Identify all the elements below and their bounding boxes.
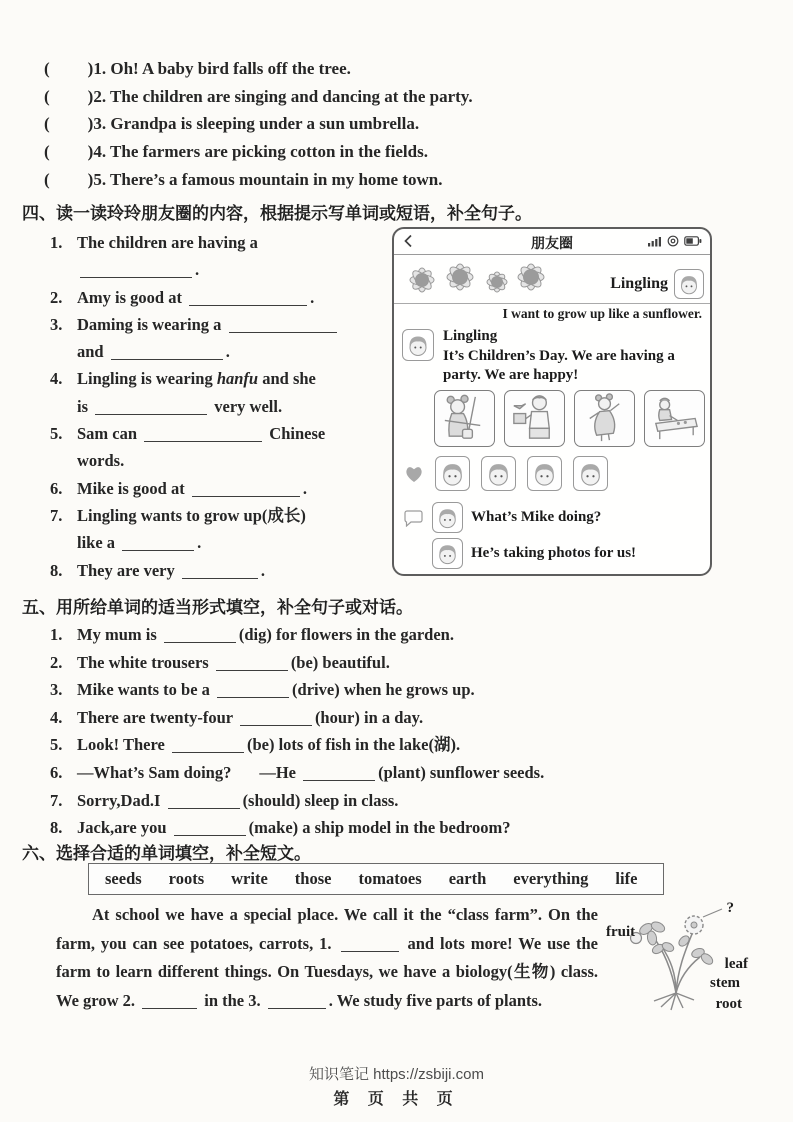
listening-item: ( )4. The farmers are picking cotton in the fields. — [44, 142, 428, 162]
answer-blank — [216, 654, 288, 671]
likes-row — [404, 456, 702, 491]
answer-blank — [80, 262, 192, 279]
section5-items — [50, 621, 762, 842]
plant-label-leaf: leaf — [724, 956, 748, 972]
question-text: Amy is good at . — [77, 287, 315, 307]
word-bank-word: everything — [513, 869, 589, 888]
word-bank-word: tomatoes — [358, 869, 422, 888]
sunflowers-banner-icon — [400, 256, 558, 302]
question-item — [50, 787, 762, 815]
question-number: 5. — [50, 735, 63, 755]
moments-phone-mockup — [392, 227, 712, 576]
answer-blank — [240, 709, 312, 726]
question-text: —What’s Sam doing? —He (plant) sunflower seeds. — [77, 762, 545, 782]
question-number: 8. — [50, 818, 63, 838]
question-number: 2. — [50, 652, 63, 672]
question-item — [50, 649, 762, 677]
question-item — [50, 502, 392, 557]
post-text: It’s Children’s Day. We are having a party. We are happy! — [443, 348, 675, 383]
photo-boy-magician-dove-icon — [504, 390, 565, 447]
word-bank-word: life — [615, 869, 638, 888]
comment-answer: He’s taking photos for us! — [471, 545, 637, 561]
question-item — [50, 731, 762, 759]
question-item — [50, 229, 392, 284]
footer-page-number: 第 页 共 页 — [333, 1091, 460, 1108]
passage-text: At school we have a special place. We call it the “class farm”. On the farm, you can see potatoes, carrots, 1. and lots more! We use the farm to learn different things. On Tuesdays, we have a biology(生物) class. We grow 2. in the 3. . We study five parts of plants. — [56, 905, 598, 1010]
question-item — [50, 704, 762, 732]
question-text: Mike is good at . — [77, 478, 307, 498]
answer-blank — [172, 737, 244, 754]
footer-site: 知识笔记 https://zsbiji.com — [308, 1066, 485, 1083]
question-text: My mum is (dig) for flowers in the garden. — [77, 625, 454, 644]
question-number: 2. — [50, 287, 63, 307]
question-text: Daming is wearing a and . — [77, 311, 392, 366]
question-item — [50, 759, 762, 787]
profile-name: Lingling — [610, 275, 668, 292]
word-bank-word: earth — [448, 869, 487, 888]
question-number: 4. — [50, 707, 63, 727]
post-avatar — [402, 329, 434, 361]
heart-icon — [404, 465, 424, 483]
comment-row — [432, 502, 702, 533]
question-item — [50, 284, 392, 311]
phone-title: 朋友圈 — [531, 235, 573, 251]
question-number: 3. — [50, 314, 63, 334]
question-item — [50, 814, 762, 842]
word-bank-word: those — [294, 869, 332, 888]
cover-banner — [394, 255, 710, 304]
section6-title: 六、选择合适的单词填空，补全短文。 — [22, 844, 311, 863]
question-item — [50, 557, 392, 584]
answer-blank — [144, 425, 262, 442]
answer-blank — [182, 562, 258, 579]
question-item — [50, 621, 762, 649]
section4-items — [50, 229, 392, 584]
question-number: 8. — [50, 560, 63, 580]
question-text: Mike wants to be a (drive) when he grows up. — [77, 680, 475, 700]
plant-label-question: ? — [726, 900, 734, 916]
answer-blank — [174, 819, 246, 836]
profile-avatar — [674, 269, 704, 299]
question-text: The children are having a . — [77, 233, 258, 280]
question-text: Sorry,Dad.I (should) sleep in class. — [77, 790, 399, 810]
question-text: Lingling is wearing hanfu and she is very well. — [77, 369, 316, 416]
question-text: Jack,are you (make) a ship model in the bedroom? — [77, 818, 511, 838]
question-text: Sam can Chinese words. — [77, 424, 326, 471]
answer-blank — [164, 626, 236, 643]
plant-label-fruit: fruit — [606, 924, 636, 940]
answer-blank — [229, 316, 337, 333]
section4-title: 四、读一读玲玲朋友圈的内容，根据提示写单词或短语，补全句子。 — [22, 204, 532, 223]
signal-bars-icon — [648, 236, 662, 247]
camera-icon — [667, 235, 679, 247]
moments-post — [394, 326, 710, 385]
answer-blank — [122, 535, 194, 552]
answer-blank — [168, 792, 240, 809]
word-bank-word: write — [231, 869, 268, 888]
passage — [56, 901, 748, 1017]
like-avatar — [435, 456, 470, 491]
answer-blank — [189, 289, 307, 306]
listening-item: ( )5. There’s a famous mountain in my home town. — [44, 169, 443, 189]
listening-item: ( )3. Grandpa is sleeping under a sun umbrella. — [44, 114, 420, 134]
phone-header — [394, 229, 710, 255]
word-bank-word: roots — [168, 869, 205, 888]
question-number: 6. — [50, 478, 63, 498]
answer-blank — [341, 935, 399, 952]
answer-blank — [303, 764, 375, 781]
question-item — [50, 311, 392, 366]
question-number: 1. — [50, 233, 63, 252]
question-item — [50, 365, 392, 420]
comment-avatar — [432, 538, 463, 569]
question-text: Lingling wants to grow up(成长) like a . — [77, 505, 306, 553]
word-bank — [88, 863, 664, 895]
comment-question: What’s Mike doing? — [471, 509, 602, 525]
plant-label-stem: stem — [710, 975, 740, 991]
battery-icon — [684, 235, 702, 247]
question-text: The white trousers (be) beautiful. — [77, 652, 390, 672]
section5-title: 五、用所给单词的适当形式填空，补全句子或对话。 — [22, 598, 413, 617]
comment-row — [432, 538, 702, 569]
profile-motto: I want to grow up like a sunflower. — [502, 306, 702, 321]
comment-bubble-icon — [404, 509, 423, 527]
status-icons — [648, 235, 702, 247]
listening-item: ( )1. Oh! A baby bird falls off the tree. — [44, 59, 351, 78]
question-text: Look! There (be) lots of fish in the lake(湖). — [77, 735, 461, 755]
question-number: 7. — [50, 790, 63, 810]
comments-section — [402, 502, 702, 569]
question-text: There are twenty-four (hour) in a day. — [77, 707, 424, 727]
photo-girl-dancing-icon — [574, 390, 635, 447]
answer-blank — [268, 992, 326, 1009]
answer-blank — [111, 344, 223, 361]
listening-section — [44, 55, 664, 194]
like-avatar — [481, 456, 516, 491]
like-avatar — [527, 456, 562, 491]
photo-child-calligraphy-icon — [644, 390, 705, 447]
plant-diagram — [606, 901, 748, 1015]
question-item — [50, 420, 392, 475]
answer-blank — [217, 682, 289, 699]
word-bank-word: seeds — [105, 869, 142, 888]
question-text: They are very . — [77, 560, 266, 580]
question-number: 6. — [50, 762, 63, 782]
question-number: 1. — [50, 625, 63, 644]
question-item — [50, 475, 392, 502]
question-number: 4. — [50, 369, 63, 389]
answer-blank — [192, 480, 300, 497]
question-item — [50, 676, 762, 704]
question-number: 3. — [50, 680, 63, 700]
photo-grid — [434, 390, 704, 447]
post-author: Lingling — [443, 328, 498, 344]
answer-blank — [95, 398, 207, 415]
question-number: 7. — [50, 505, 63, 525]
like-avatar — [573, 456, 608, 491]
plant-label-root: root — [715, 996, 742, 1012]
listening-item: ( )2. The children are singing and dancing at the party. — [44, 86, 473, 106]
question-number: 5. — [50, 424, 63, 444]
photo-girl-playing-erhu-icon — [434, 390, 495, 447]
comment-avatar — [432, 502, 463, 533]
answer-blank — [142, 992, 197, 1009]
